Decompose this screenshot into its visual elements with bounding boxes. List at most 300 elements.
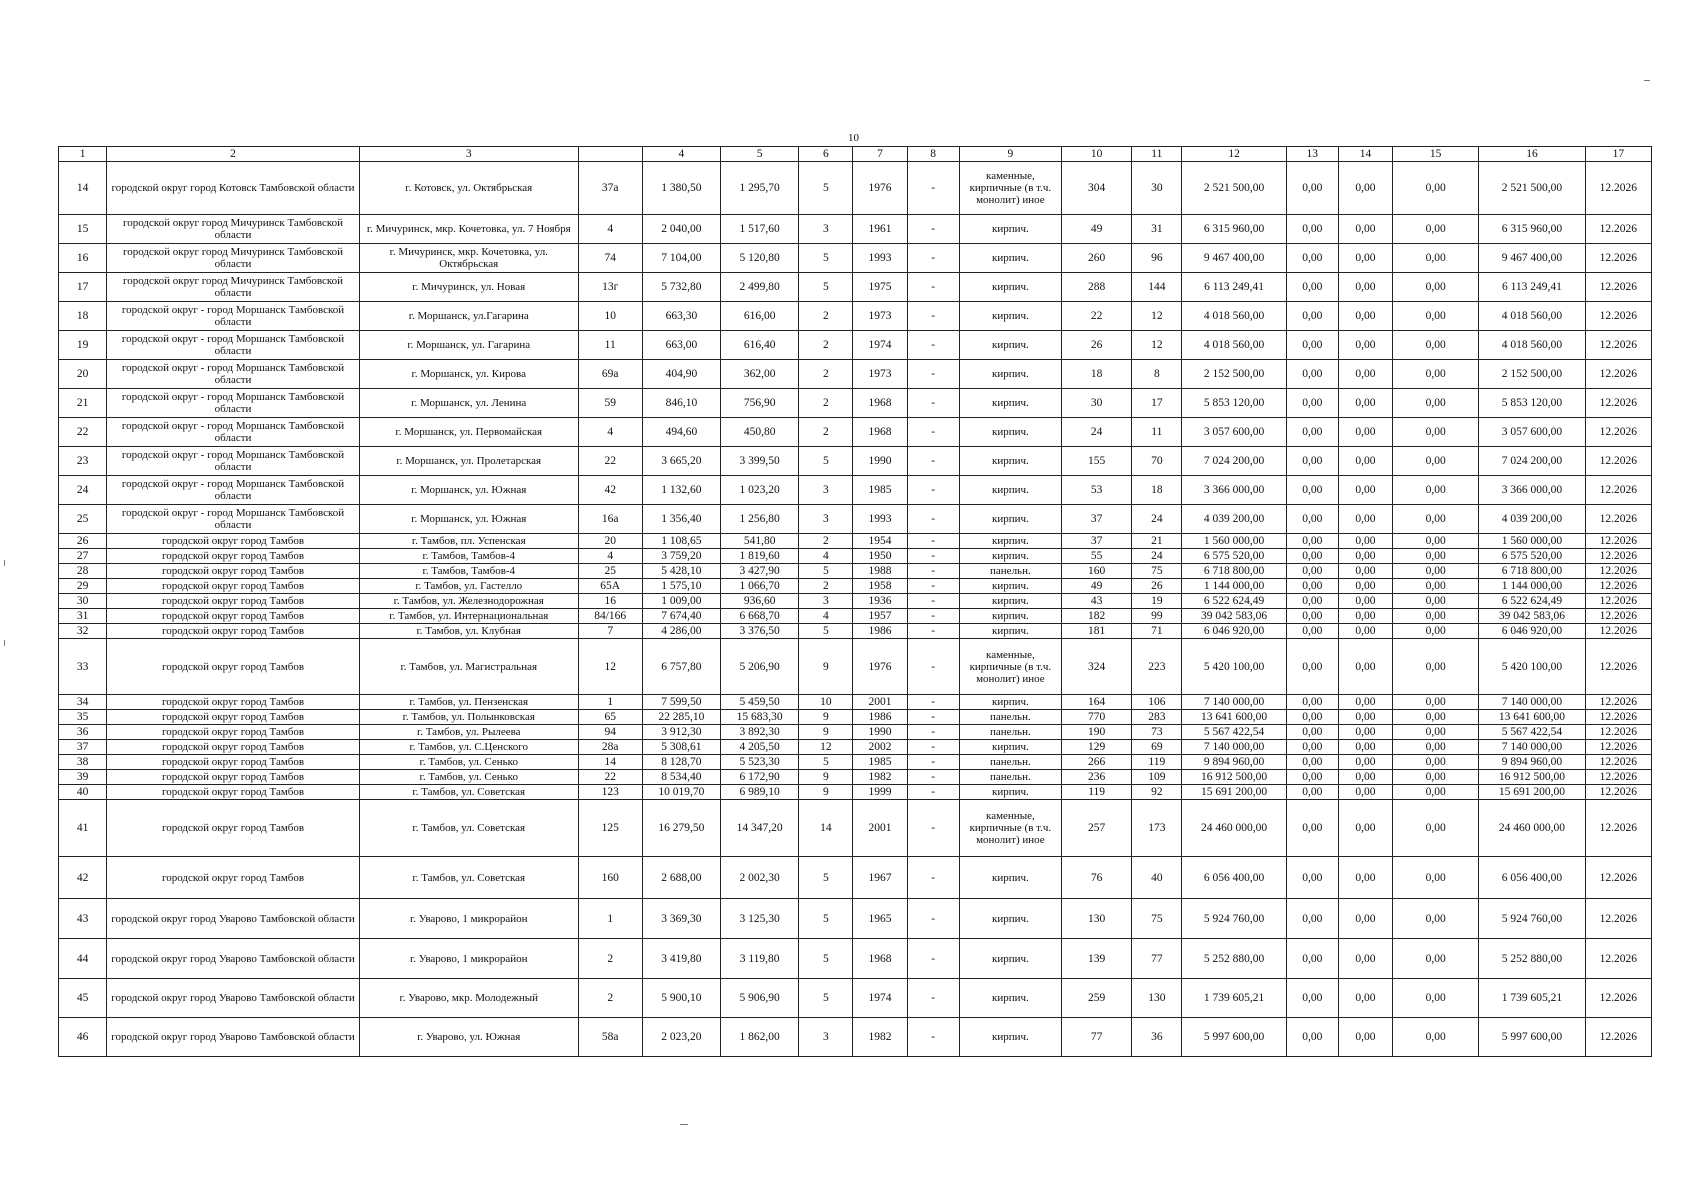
table-cell: 12.2026 [1585,979,1651,1018]
table-cell: 12 [578,639,642,695]
table-cell: 1974 [853,979,907,1018]
table-cell: 4 018 560,00 [1479,302,1585,331]
table-cell: 0,00 [1286,695,1338,710]
table-row [59,740,1652,755]
table-cell: 15 [59,215,107,244]
table-cell: 5 120,80 [721,244,799,273]
table-cell: 18 [1132,476,1182,505]
table-cell: 0,00 [1338,740,1392,755]
table-cell: 2 [799,360,853,389]
table-cell: 1 560 000,00 [1479,534,1585,549]
table-cell: 5 567 422,54 [1479,725,1585,740]
table-cell: 223 [1132,639,1182,695]
table-cell: 3 057 600,00 [1479,418,1585,447]
table-cell: 0,00 [1286,939,1338,979]
table-cell: 160 [1062,564,1132,579]
table-cell: городской округ город Тамбов [107,549,360,564]
table-cell: городской округ город Тамбов [107,695,360,710]
table-row [59,273,1652,302]
table-cell: 616,40 [721,331,799,360]
table-cell: г. Тамбов, ул. С.Ценского [359,740,578,755]
table-cell: 450,80 [721,418,799,447]
table-cell: 0,00 [1338,579,1392,594]
table-cell: 24 [1132,505,1182,534]
table-cell: 2 688,00 [642,857,720,899]
table-cell: 0,00 [1338,331,1392,360]
table-cell: 5 252 880,00 [1182,939,1286,979]
table-cell: г. Тамбов, ул. Интернациональная [359,609,578,624]
table-cell: 19 [1132,594,1182,609]
table-cell: 24 460 000,00 [1182,800,1286,857]
column-header: 2 [107,147,360,162]
table-cell: 0,00 [1393,725,1479,740]
table-cell: 494,60 [642,418,720,447]
table-cell: 12.2026 [1585,639,1651,695]
table-cell: г. Котовск, ул. Октябрьская [359,162,578,215]
table-row [59,755,1652,770]
table-cell: 12.2026 [1585,389,1651,418]
table-cell: 0,00 [1393,215,1479,244]
table-cell: г. Тамбов, ул. Железнодорожная [359,594,578,609]
table-cell: - [907,447,959,476]
table-cell: 0,00 [1338,695,1392,710]
table-cell: 4 205,50 [721,740,799,755]
table-cell: 1958 [853,579,907,594]
table-cell: 0,00 [1338,609,1392,624]
table-cell: 0,00 [1393,695,1479,710]
table-cell: 6 718 800,00 [1479,564,1585,579]
table-cell: 16 912 500,00 [1182,770,1286,785]
table-cell: 49 [1062,579,1132,594]
table-cell: - [907,273,959,302]
column-header: 10 [1062,147,1132,162]
table-cell: - [907,549,959,564]
table-cell: городской округ город Мичуринск Тамбовской области [107,273,360,302]
table-cell: - [907,360,959,389]
table-cell: 1961 [853,215,907,244]
table-cell: 12.2026 [1585,505,1651,534]
table-cell: 144 [1132,273,1182,302]
table-cell: 0,00 [1338,244,1392,273]
table-cell: - [907,594,959,609]
table-cell: городской округ город Тамбов [107,725,360,740]
table-cell: кирпич. [959,273,1061,302]
table-cell: 1 295,70 [721,162,799,215]
table-cell: - [907,162,959,215]
table-cell: 5 420 100,00 [1182,639,1286,695]
table-cell: 5 [799,899,853,939]
table-cell: 4 [578,215,642,244]
table-cell: кирпич. [959,1018,1061,1057]
table-cell: 6 522 624,49 [1479,594,1585,609]
table-row [59,476,1652,505]
table-cell: 0,00 [1338,505,1392,534]
table-cell: 5 428,10 [642,564,720,579]
table-cell: 0,00 [1286,162,1338,215]
table-cell: 6 113 249,41 [1182,273,1286,302]
table-cell: 0,00 [1286,302,1338,331]
table-cell: 12.2026 [1585,331,1651,360]
table-cell: 0,00 [1338,800,1392,857]
table-cell: - [907,302,959,331]
table-cell: городской округ город Тамбов [107,594,360,609]
table-cell: - [907,800,959,857]
table-cell: кирпич. [959,534,1061,549]
table-row [59,564,1652,579]
table-cell: 3 119,80 [721,939,799,979]
table-cell: 1 380,50 [642,162,720,215]
table-cell: 5 459,50 [721,695,799,710]
table-cell: 0,00 [1338,639,1392,695]
table-cell: 58а [578,1018,642,1057]
table-cell: 1967 [853,857,907,899]
table-cell: 0,00 [1338,564,1392,579]
table-cell: 24 460 000,00 [1479,800,1585,857]
table-cell: 7 140 000,00 [1182,740,1286,755]
table-cell: 42 [59,857,107,899]
table-cell: 37а [578,162,642,215]
table-cell: 28а [578,740,642,755]
table-row [59,770,1652,785]
table-cell: 12.2026 [1585,609,1651,624]
table-cell: кирпич. [959,360,1061,389]
table-cell: 2 152 500,00 [1182,360,1286,389]
table-cell: 5 900,10 [642,979,720,1018]
table-cell: 0,00 [1393,899,1479,939]
table-cell: 77 [1132,939,1182,979]
table-cell: городской округ город Тамбов [107,564,360,579]
table-cell: 3 [799,215,853,244]
table-cell: - [907,579,959,594]
table-cell: городской округ город Тамбов [107,785,360,800]
table-cell: 12.2026 [1585,215,1651,244]
table-cell: 0,00 [1286,740,1338,755]
table-cell: 3 [799,594,853,609]
table-cell: 7 140 000,00 [1182,695,1286,710]
table-row [59,939,1652,979]
table-cell: - [907,418,959,447]
table-cell: 1 819,60 [721,549,799,564]
table-cell: городской округ - город Моршанск Тамбовской области [107,302,360,331]
table-cell: 3 376,50 [721,624,799,639]
table-cell: 1990 [853,725,907,740]
table-cell: городской округ город Тамбов [107,624,360,639]
table-cell: 125 [578,800,642,857]
table-cell: 37 [59,740,107,755]
table-cell: 6 668,70 [721,609,799,624]
table-cell: 0,00 [1286,639,1338,695]
table-cell: 7 104,00 [642,244,720,273]
table-cell: 1 108,65 [642,534,720,549]
table-cell: 3 366 000,00 [1479,476,1585,505]
table-row [59,549,1652,564]
table-cell: 12.2026 [1585,695,1651,710]
table-cell: 25 [59,505,107,534]
table-cell: г. Тамбов, Тамбов-4 [359,564,578,579]
table-cell: 24 [1132,549,1182,564]
table-cell: 12.2026 [1585,302,1651,331]
table-cell: городской округ город Уварово Тамбовской области [107,979,360,1018]
table-cell: - [907,244,959,273]
table-cell: 9 467 400,00 [1479,244,1585,273]
table-cell: городской округ город Тамбов [107,579,360,594]
table-cell: г. Тамбов, ул. Сенько [359,755,578,770]
table-cell: 190 [1062,725,1132,740]
table-cell: 1976 [853,639,907,695]
table-cell: 260 [1062,244,1132,273]
table-cell: 0,00 [1393,418,1479,447]
table-cell: - [907,785,959,800]
table-cell: кирпич. [959,979,1061,1018]
table-cell: 14 [59,162,107,215]
table-cell: 9 467 400,00 [1182,244,1286,273]
table-cell: 1936 [853,594,907,609]
table-cell: 9 [799,785,853,800]
table-cell: 77 [1062,1018,1132,1057]
table-cell: 0,00 [1393,857,1479,899]
table-cell: 34 [59,695,107,710]
table-cell: 36 [1132,1018,1182,1057]
table-cell: 5 523,30 [721,755,799,770]
table-cell: 31 [1132,215,1182,244]
table-cell: 0,00 [1393,710,1479,725]
table-cell: 1986 [853,624,907,639]
table-cell: 0,00 [1393,979,1479,1018]
table-cell: 2 [799,389,853,418]
table-cell: городской округ город Тамбов [107,755,360,770]
table-cell: 1 560 000,00 [1182,534,1286,549]
table-cell: 12.2026 [1585,770,1651,785]
table-cell: 30 [59,594,107,609]
table-cell: 26 [1132,579,1182,594]
table-cell: 1 862,00 [721,1018,799,1057]
column-header: 13 [1286,147,1338,162]
table-cell: 1985 [853,476,907,505]
table-cell: 1 144 000,00 [1182,579,1286,594]
table-cell: 9 894 960,00 [1479,755,1585,770]
table-cell: г. Тамбов, ул. Сенько [359,770,578,785]
table-cell: 10 [799,695,853,710]
table-cell: кирпич. [959,302,1061,331]
table-cell: 0,00 [1393,800,1479,857]
column-header: 12 [1182,147,1286,162]
table-cell: 12 [1132,302,1182,331]
table-row [59,857,1652,899]
table-cell: 1986 [853,710,907,725]
table-row [59,609,1652,624]
table-cell: 16 279,50 [642,800,720,857]
column-header: 15 [1393,147,1479,162]
table-cell: - [907,1018,959,1057]
table-cell: 12.2026 [1585,740,1651,755]
table-cell: 4 018 560,00 [1182,302,1286,331]
table-cell: 5 [799,564,853,579]
table-cell: городской округ город Тамбов [107,740,360,755]
table-cell: 7 024 200,00 [1479,447,1585,476]
table-cell: 12.2026 [1585,162,1651,215]
table-cell: 12.2026 [1585,755,1651,770]
table-cell: 1976 [853,162,907,215]
table-cell: 181 [1062,624,1132,639]
table-cell: городской округ - город Моршанск Тамбовской области [107,505,360,534]
table-cell: 3 366 000,00 [1182,476,1286,505]
table-cell: 130 [1132,979,1182,1018]
table-cell: 155 [1062,447,1132,476]
table-cell: 663,00 [642,331,720,360]
table-cell: 0,00 [1286,725,1338,740]
table-cell: кирпич. [959,785,1061,800]
table-cell: 65А [578,579,642,594]
table-cell: 1999 [853,785,907,800]
table-cell: - [907,979,959,1018]
table-cell: 3 892,30 [721,725,799,740]
table-cell: 75 [1132,564,1182,579]
table-cell: 6 056 400,00 [1182,857,1286,899]
table-cell: 43 [1062,594,1132,609]
table-cell: 0,00 [1286,549,1338,564]
table-cell: г. Тамбов, ул. Советская [359,785,578,800]
table-cell: городской округ город Уварово Тамбовской области [107,1018,360,1057]
table-cell: 0,00 [1338,899,1392,939]
table-cell: 1968 [853,939,907,979]
table-cell: - [907,755,959,770]
table-cell: 40 [1132,857,1182,899]
table-cell: 4 018 560,00 [1479,331,1585,360]
table-cell: 76 [1062,857,1132,899]
table-cell: 0,00 [1393,579,1479,594]
scan-speck [4,640,5,646]
table-cell: 0,00 [1286,800,1338,857]
table-cell: 33 [59,639,107,695]
table-cell: 0,00 [1338,476,1392,505]
table-cell: - [907,534,959,549]
table-cell: кирпич. [959,695,1061,710]
table-cell: 3 369,30 [642,899,720,939]
table-cell: 2 [799,331,853,360]
table-cell: 37 [1062,534,1132,549]
table-cell: г. Мичуринск, мкр. Кочетовка, ул. 7 Ноября [359,215,578,244]
table-cell: 123 [578,785,642,800]
table-cell: 0,00 [1393,273,1479,302]
table-cell: 14 347,20 [721,800,799,857]
table-cell: 0,00 [1393,360,1479,389]
table-cell: г. Моршанск, ул.Гагарина [359,302,578,331]
table-cell: 12.2026 [1585,725,1651,740]
table-cell: 12.2026 [1585,800,1651,857]
table-cell: 13г [578,273,642,302]
table-cell: 4 018 560,00 [1182,331,1286,360]
table-cell: 0,00 [1286,505,1338,534]
table-cell: 7 140 000,00 [1479,740,1585,755]
table-cell: панельн. [959,564,1061,579]
table-cell: 1 739 605,21 [1182,979,1286,1018]
table-cell: 4 [799,549,853,564]
table-cell: 106 [1132,695,1182,710]
table-cell: 0,00 [1286,979,1338,1018]
table-cell: 70 [1132,447,1182,476]
table-cell: 1968 [853,418,907,447]
table-cell: 0,00 [1393,624,1479,639]
table-cell: 4 039 200,00 [1479,505,1585,534]
table-cell: 12.2026 [1585,939,1651,979]
header-row [59,147,1652,162]
table-cell: 6 757,80 [642,639,720,695]
table-cell: городской округ город Тамбов [107,639,360,695]
table-cell: городской округ - город Моршанск Тамбовской области [107,476,360,505]
table-cell: 4 [578,549,642,564]
column-header: 8 [907,147,959,162]
table-cell: каменные, кирпичные (в т.ч. монолит) иное [959,800,1061,857]
table-cell: 1950 [853,549,907,564]
table-cell: г. Уварово, мкр. Молодежный [359,979,578,1018]
table-cell: 12.2026 [1585,360,1651,389]
table-cell: г. Уварово, 1 микрорайон [359,939,578,979]
table-cell: 35 [59,710,107,725]
table-cell: 130 [1062,899,1132,939]
table-cell: 1954 [853,534,907,549]
table-cell: - [907,639,959,695]
table-cell: 14 [578,755,642,770]
table-cell: г. Моршанск, ул. Южная [359,505,578,534]
table-cell: 5 [799,624,853,639]
table-cell: 28 [59,564,107,579]
table-cell: - [907,939,959,979]
table-cell: 38 [59,755,107,770]
table-cell: г. Тамбов, ул. Пензенская [359,695,578,710]
table-cell: 4 039 200,00 [1182,505,1286,534]
table-cell: 257 [1062,800,1132,857]
table-cell: кирпич. [959,476,1061,505]
table-row [59,389,1652,418]
table-cell: 9 [799,725,853,740]
table-cell: 2 521 500,00 [1182,162,1286,215]
table-cell: 5 [799,979,853,1018]
table-cell: 1974 [853,331,907,360]
table-cell: 0,00 [1286,579,1338,594]
table-cell: 0,00 [1393,939,1479,979]
table-cell: 0,00 [1286,785,1338,800]
table-cell: 42 [578,476,642,505]
scan-speck [4,560,5,566]
table-row [59,505,1652,534]
table-row [59,725,1652,740]
table-cell: кирпич. [959,624,1061,639]
table-cell: 9 [799,639,853,695]
table-cell: городской округ город Уварово Тамбовской области [107,939,360,979]
table-cell: 15 691 200,00 [1182,785,1286,800]
table-cell: 0,00 [1338,418,1392,447]
table-cell: городской округ - город Моршанск Тамбовской области [107,418,360,447]
table-cell: 31 [59,609,107,624]
table-cell: 5 [799,447,853,476]
table-cell: 7 674,40 [642,609,720,624]
table-cell: 288 [1062,273,1132,302]
table-row [59,710,1652,725]
table-cell: - [907,710,959,725]
table-cell: 3 912,30 [642,725,720,740]
table-cell: 49 [1062,215,1132,244]
table-cell: 3 [799,505,853,534]
table-cell: 0,00 [1393,609,1479,624]
table-cell: 1957 [853,609,907,624]
table-cell: г. Тамбов, ул. Советская [359,857,578,899]
table-cell: г. Моршанск, ул. Ленина [359,389,578,418]
table-cell: 32 [59,624,107,639]
table-cell: 6 989,10 [721,785,799,800]
table-cell: 6 046 920,00 [1182,624,1286,639]
table-cell: 0,00 [1286,244,1338,273]
table-cell: 1 132,60 [642,476,720,505]
